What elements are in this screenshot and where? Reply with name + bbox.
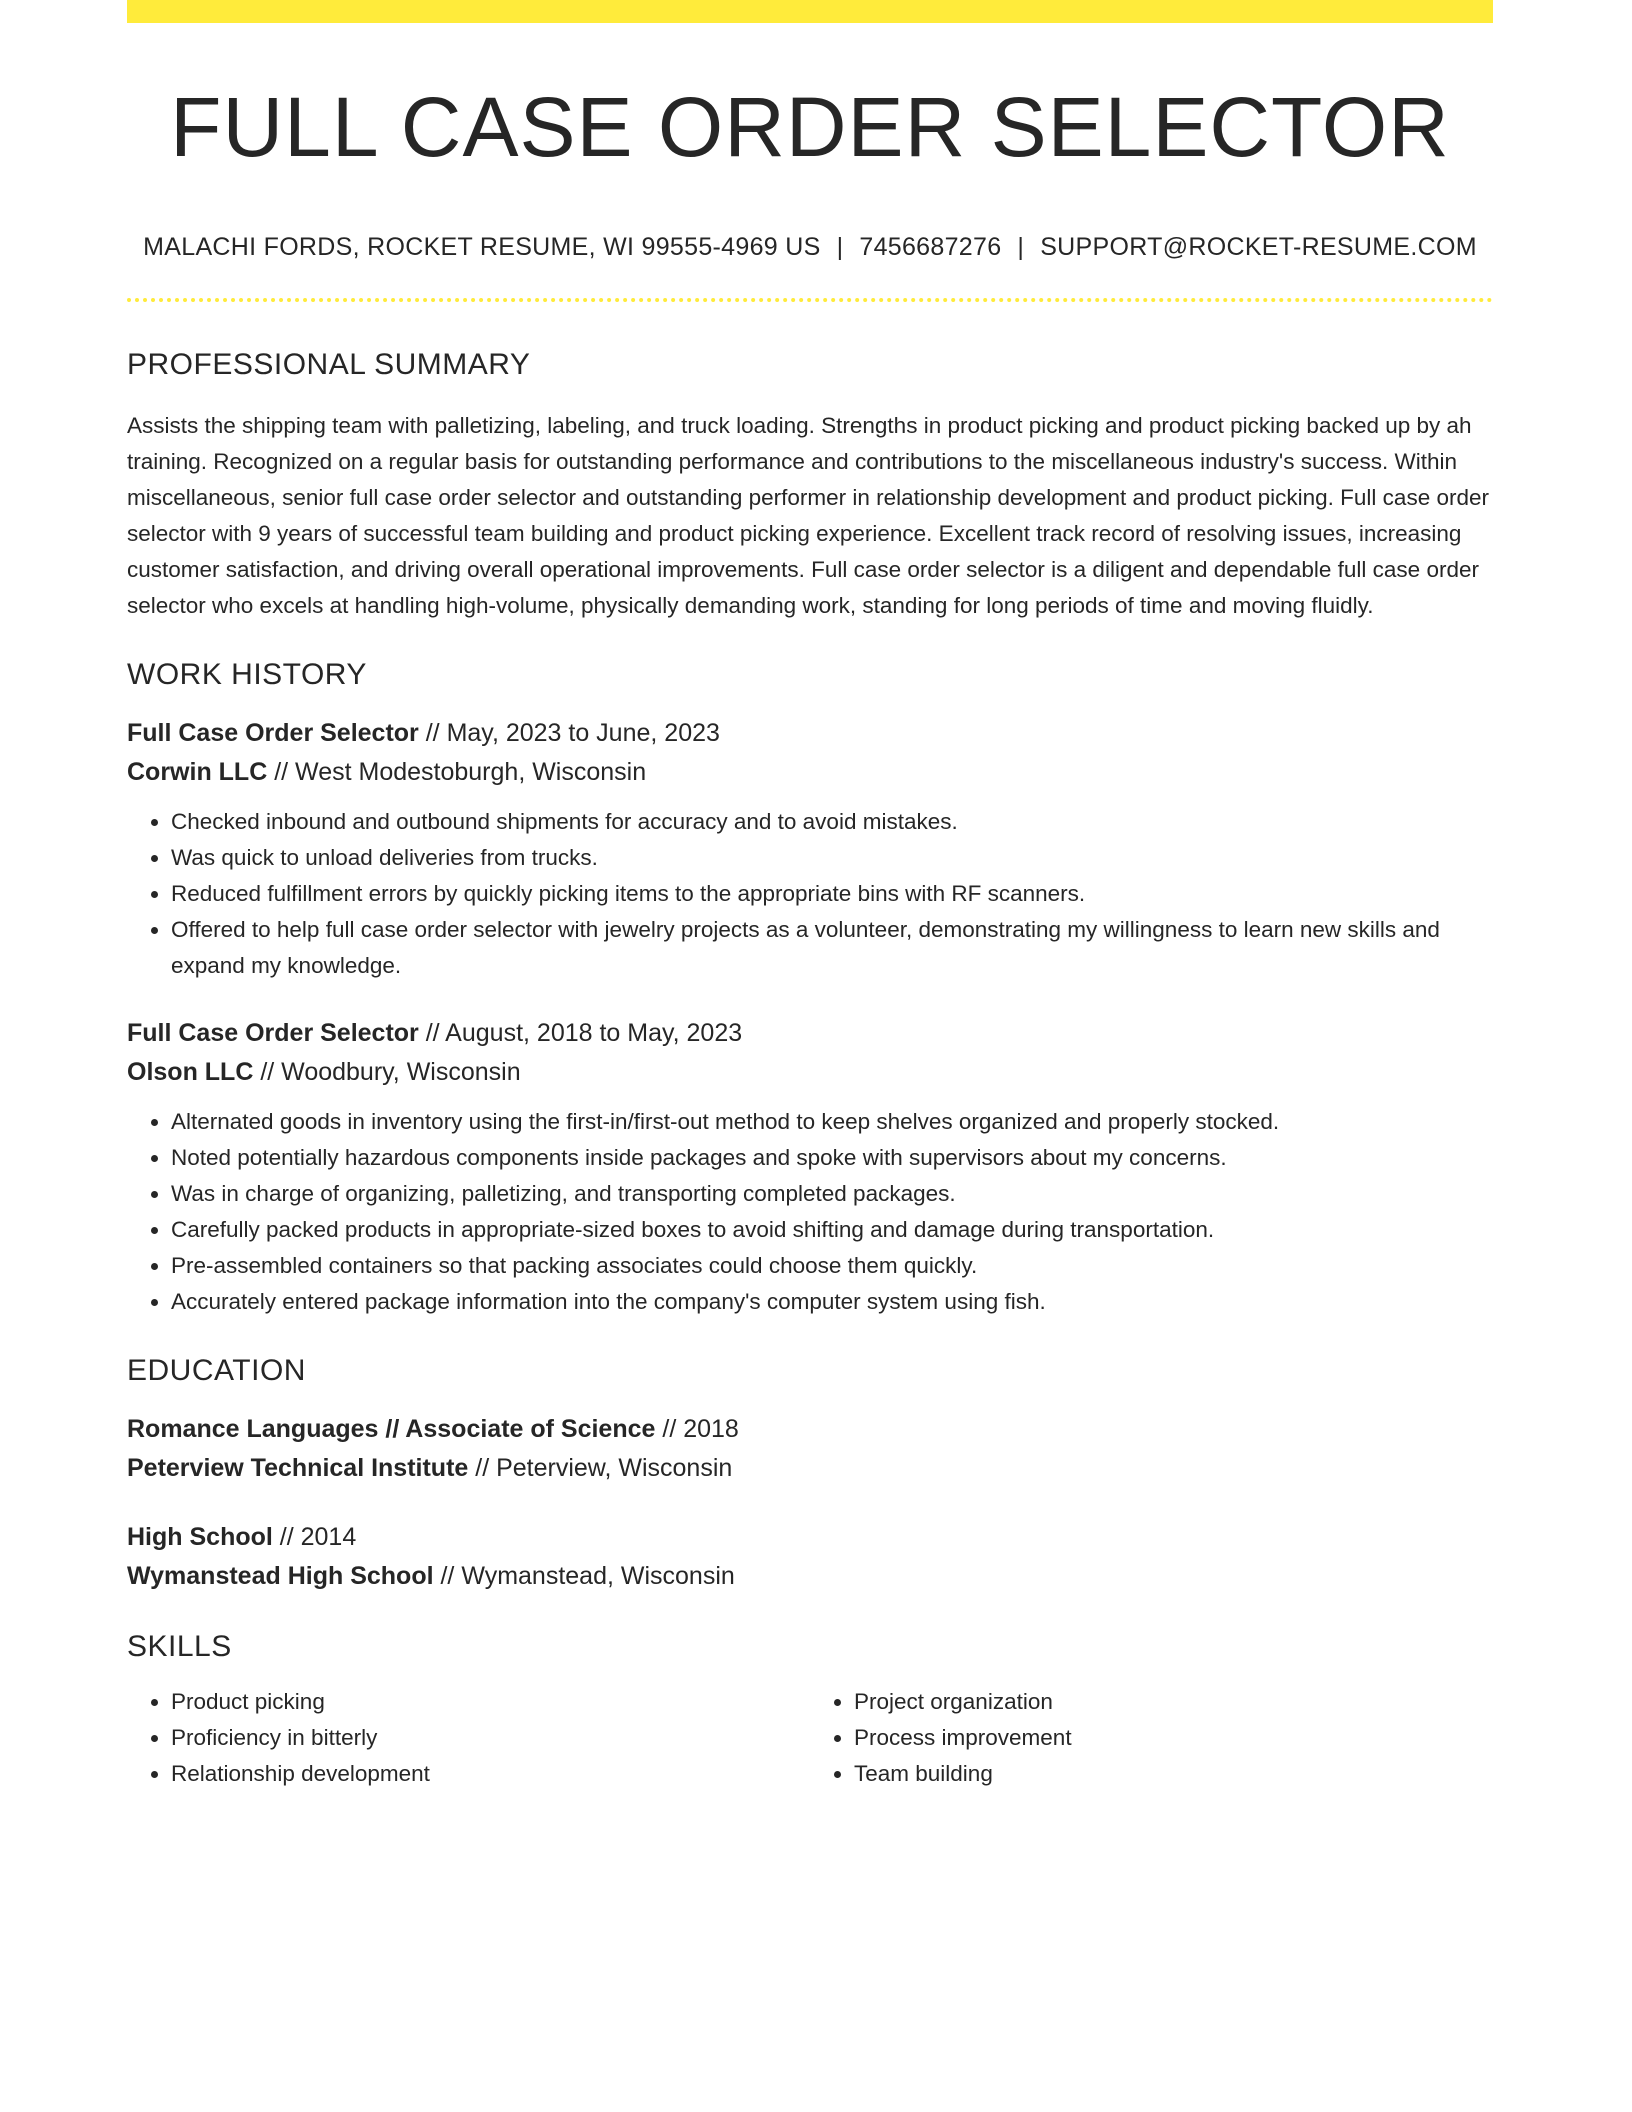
education-location: // Peterview, Wisconsin: [468, 1454, 733, 1483]
job-dates: // August, 2018 to May, 2023: [418, 1019, 743, 1048]
education-entry: [127, 1410, 1493, 1488]
contact-separator: |: [836, 233, 844, 262]
job-location: // Woodbury, Wisconsin: [253, 1058, 521, 1087]
education-school: Wymanstead High School: [127, 1562, 434, 1591]
job-title: Full Case Order Selector: [127, 719, 419, 748]
education-degree-line: [127, 1518, 1493, 1557]
job-bullets: [127, 1104, 1493, 1320]
resume-name-title: FULL CASE ORDER SELECTOR: [170, 80, 1450, 174]
education-year: // 2014: [272, 1523, 357, 1552]
job-company-line: [127, 1053, 1493, 1092]
skill-item: • Proficiency in bitterly: [171, 1720, 810, 1756]
list-item: • Checked inbound and outbound shipments for accuracy and to avoid mistakes.: [171, 804, 1493, 840]
job-entry: [127, 714, 1493, 984]
skill-item: • Relationship development: [171, 1756, 810, 1792]
contact-line: [127, 233, 1493, 262]
education-school-line: [127, 1557, 1493, 1596]
job-title-line: [127, 714, 1493, 753]
skill-item: • Project organization: [854, 1684, 1493, 1720]
education-degree: High School: [127, 1523, 273, 1552]
list-item: • Was quick to unload deliveries from trucks.: [171, 840, 1493, 876]
job-company: Corwin LLC: [127, 758, 268, 787]
skill-item: • Product picking: [171, 1684, 810, 1720]
education-degree-line: [127, 1410, 1493, 1449]
dotted-divider: [127, 298, 1493, 302]
education-year: // 2018: [655, 1415, 739, 1444]
education-school: Peterview Technical Institute: [127, 1454, 469, 1483]
job-company-line: [127, 753, 1493, 792]
list-item: • Was in charge of organizing, palletizing, and transporting completed packages.: [171, 1176, 1493, 1212]
skill-item: • Team building: [854, 1756, 1493, 1792]
skill-item: • Process improvement: [854, 1720, 1493, 1756]
education-degree: Romance Languages // Associate of Science: [127, 1415, 656, 1444]
skills-list-right: [810, 1684, 1493, 1792]
resume-page: [127, 0, 1493, 1792]
list-item: • Carefully packed products in appropriate-sized boxes to avoid shifting and damage during transportation.: [171, 1212, 1493, 1248]
section-heading-work: WORK HISTORY: [127, 658, 367, 692]
summary-text: Assists the shipping team with palletizing, labeling, and truck loading. Strengths in product picking and product picking backed up by ah training. Recognized on a regular basis for outstanding performance and contributions to the miscellaneous industry's success. Within miscellaneous, senior full case order selector and outstanding performer in relationship development and product picking. Full case order selector with 9 years of successful team building and product picking experience. Excellent track record of resolving issues, increasing customer satisfaction, and driving overall operational improvements. Full case order selector is a diligent and dependable full case order selector who excels at handling high-volume, physically demanding work, standing for long periods of time and moving fluidly.: [127, 413, 1489, 619]
contact-email: SUPPORT@ROCKET-RESUME.COM: [1040, 233, 1477, 262]
list-item: • Pre-assembled containers so that packing associates could choose them quickly.: [171, 1248, 1493, 1284]
list-item: • Offered to help full case order selector with jewelry projects as a volunteer, demonstrating my willingness to learn new skills and expand my knowledge.: [171, 912, 1493, 984]
education-location: // Wymanstead, Wisconsin: [433, 1562, 735, 1591]
job-entry: [127, 1014, 1493, 1320]
list-item: • Alternated goods in inventory using the first-in/first-out method to keep shelves organized and properly stocked.: [171, 1104, 1493, 1140]
contact-address: MALACHI FORDS, ROCKET RESUME, WI 99555-4969 US: [143, 233, 821, 262]
section-heading-skills: SKILLS: [127, 1630, 232, 1664]
section-heading-education: EDUCATION: [127, 1354, 306, 1388]
contact-separator: |: [1017, 233, 1025, 262]
list-item: • Accurately entered package information into the company's computer system using fish.: [171, 1284, 1493, 1320]
job-location: // West Modestoburgh, Wisconsin: [267, 758, 647, 787]
job-dates: // May, 2023 to June, 2023: [418, 719, 720, 748]
list-item: • Reduced fulfillment errors by quickly picking items to the appropriate bins with RF scanners.: [171, 876, 1493, 912]
skills-list-left: [127, 1684, 810, 1792]
skills-columns: [127, 1684, 1493, 1792]
job-company: Olson LLC: [127, 1058, 254, 1087]
job-title: Full Case Order Selector: [127, 1019, 419, 1048]
accent-bar: [127, 0, 1493, 23]
list-item: • Noted potentially hazardous components inside packages and spoke with supervisors about my concerns.: [171, 1140, 1493, 1176]
contact-phone: 7456687276: [859, 233, 1002, 262]
section-heading-summary: PROFESSIONAL SUMMARY: [127, 348, 531, 382]
education-school-line: [127, 1449, 1493, 1488]
education-entry: [127, 1518, 1493, 1596]
job-title-line: [127, 1014, 1493, 1053]
job-bullets: [127, 804, 1493, 984]
